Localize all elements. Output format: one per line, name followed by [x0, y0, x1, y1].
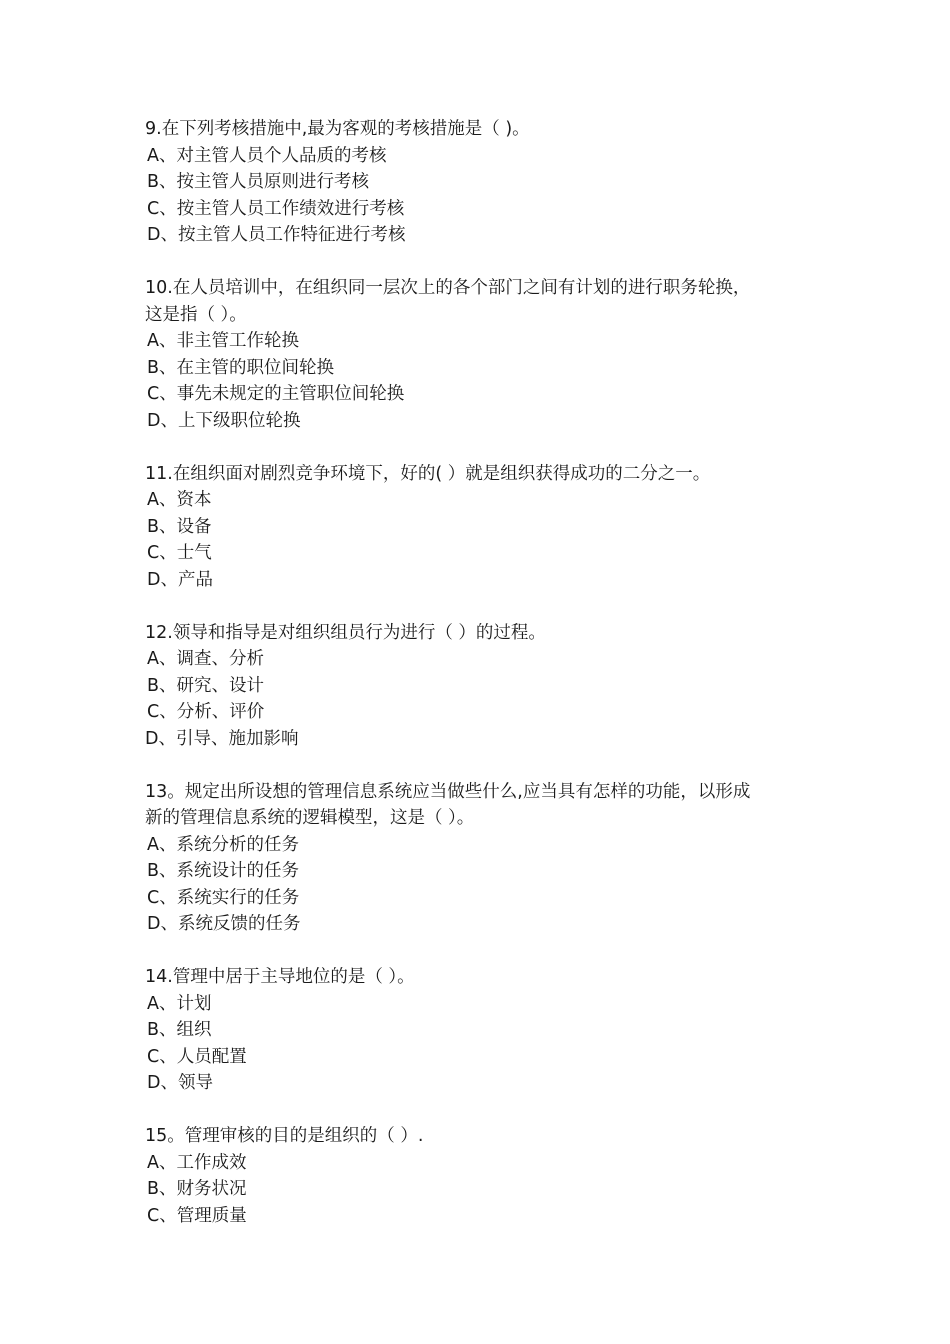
question-13	[145, 779, 825, 938]
option-b: B、财务状况	[147, 1179, 247, 1199]
option-d: D、上下级职位轮换	[147, 410, 301, 431]
question-15	[145, 1123, 825, 1229]
option-c: C、士气	[147, 543, 212, 563]
option-d: D、引导、施加影响	[145, 728, 299, 749]
option-a: A、资本	[147, 490, 212, 510]
option-c: C、系统实行的任务	[147, 887, 300, 908]
question-stem	[145, 461, 825, 488]
option-a: A、调查、分析	[147, 649, 264, 669]
option-c: C、分析、评价	[147, 702, 265, 722]
question-14	[145, 964, 825, 1097]
option-b: B、研究、设计	[147, 675, 265, 696]
option-a: A、工作成效	[147, 1152, 247, 1173]
question-stem	[145, 116, 825, 143]
option-a: A、非主管工作轮换	[147, 331, 299, 351]
question-stem	[145, 779, 825, 832]
document-page	[145, 116, 825, 1256]
option-c: C、按主管人员工作绩效进行考核	[147, 198, 405, 219]
question-stem	[145, 275, 825, 328]
option-b: B、系统设计的任务	[147, 861, 300, 881]
question-text: 9.在下列考核措施中,最为客观的考核措施是（ )。	[145, 119, 530, 139]
option-a: A、对主管人员个人品质的考核	[147, 145, 387, 166]
question-text: 10.在人员培训中，在组织同一层次上的各个部门之间有计划的进行职务轮换，	[145, 278, 751, 298]
question-9	[145, 116, 825, 249]
question-text: 新的管理信息系统的逻辑模型，这是（ ）。	[145, 808, 475, 828]
question-stem	[145, 964, 825, 991]
option-b: B、设备	[147, 516, 212, 537]
question-text: 这是指（ ）。	[145, 304, 247, 325]
question-text: 14.管理中居于主导地位的是（ ）。	[145, 967, 415, 987]
question-11	[145, 461, 825, 594]
option-b: B、按主管人员原则进行考核	[147, 172, 370, 192]
question-stem	[145, 1123, 825, 1150]
question-stem	[145, 620, 825, 647]
option-b: B、组织	[147, 1020, 212, 1040]
option-d: D、按主管人员工作特征进行考核	[147, 225, 406, 245]
question-12	[145, 620, 825, 753]
option-a: A、系统分析的任务	[147, 834, 299, 855]
option-b: B、在主管的职位间轮换	[147, 357, 335, 378]
option-d: D、领导	[147, 1073, 213, 1093]
question-text: 15。管理审核的目的是组织的（ ）.	[145, 1126, 424, 1146]
question-text: 13。规定出所设想的管理信息系统应当做些什么,应当具有怎样的功能，以形成	[145, 781, 751, 802]
option-d: D、产品	[147, 569, 213, 590]
option-a: A、计划	[147, 993, 212, 1014]
option-c: C、管理质量	[147, 1205, 247, 1226]
option-d: D、系统反馈的任务	[147, 914, 301, 934]
question-10	[145, 275, 825, 434]
option-c: C、人员配置	[147, 1046, 247, 1067]
option-c: C、事先未规定的主管职位间轮换	[147, 384, 405, 404]
question-text: 11.在组织面对剧烈竞争环境下，好的( ）就是组织获得成功的二分之一。	[145, 463, 711, 484]
question-text: 12.领导和指导是对组织组员行为进行（ ）的过程。	[145, 622, 546, 643]
